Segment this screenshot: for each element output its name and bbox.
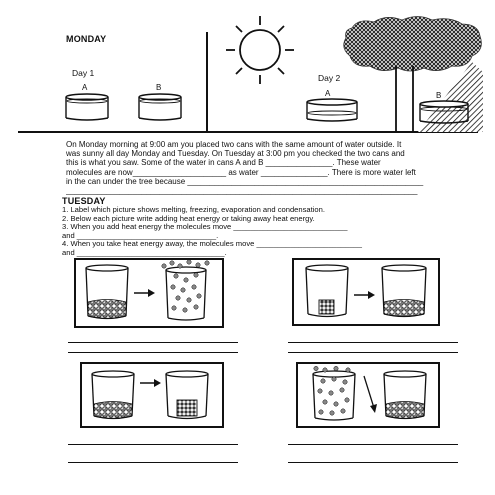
paragraph-line: _______________________________________________________________________________ [66, 186, 418, 196]
arrow-right-icon [134, 288, 156, 298]
paragraph-line: On Monday morning at 9:00 am you placed two cans with the same amount of water outside. It [66, 140, 402, 149]
day1-label: Day 1 [72, 68, 95, 78]
beaker-solid-icon [164, 370, 210, 422]
paragraph-line: was sunny all day Monday and Tuesday. On Tuesday at 3:00 pm you checked the two cans and [66, 149, 405, 159]
picture-box-3 [80, 362, 224, 428]
answer-line [288, 444, 458, 445]
answer-line [288, 342, 458, 343]
answer-line [288, 462, 458, 463]
arrow-right-icon [140, 378, 162, 388]
beaker-liquid-icon [90, 370, 136, 422]
monday-paragraph [66, 140, 476, 195]
tuesday-heading: TUESDAY [62, 196, 106, 206]
can-b-day2 [418, 100, 470, 124]
can-label-b-day2: B [436, 91, 442, 100]
paragraph-line: in the can under the tree because _____________________________________________________ [66, 176, 424, 186]
can-label-a-day1: A [82, 83, 88, 92]
question-2: 2. Below each picture write adding heat energy or taking away heat energy. [62, 213, 315, 223]
beaker-liquid-icon [380, 264, 428, 320]
beaker-gas-icon [158, 260, 214, 322]
arrow-right-icon [362, 374, 378, 414]
can-label-a-day2: A [325, 89, 331, 98]
vertical-divider [206, 32, 208, 132]
answer-line [288, 352, 458, 353]
answer-line [68, 352, 238, 353]
beaker-liquid-icon [382, 370, 428, 422]
answer-line [68, 462, 238, 463]
answer-line [68, 444, 238, 445]
beaker-gas-icon [306, 366, 362, 422]
beaker-solid-icon [304, 264, 350, 320]
arrow-right-icon [354, 290, 376, 300]
can-a-day1 [64, 93, 110, 121]
tuesday-questions [62, 206, 482, 258]
answer-line [68, 342, 238, 343]
picture-box-2 [292, 258, 440, 326]
picture-box-4 [296, 362, 440, 428]
can-b-day1 [137, 93, 183, 121]
beaker-liquid-icon [84, 264, 130, 322]
paragraph-line: molecules are now_____________________ as water _______________. There is more water left [66, 167, 416, 177]
paragraph-line: this is what you saw. Some of the water in cans A and B _______________. These water [66, 158, 381, 168]
picture-box-1 [74, 258, 224, 328]
question-4: 4. When you take heat energy away, the molecules move _________________________ [62, 239, 363, 249]
question-3: 3. When you add heat energy the molecules move ___________________________ [62, 222, 348, 232]
can-a-day2 [305, 98, 359, 122]
question-3-continued: and _________________________________. [62, 230, 219, 240]
can-label-b-day1: B [156, 83, 162, 92]
sun-icon [222, 14, 298, 86]
day2-label: Day 2 [318, 73, 341, 83]
question-1: 1. Label which picture shows melting, freezing, evaporation and condensation. [62, 206, 325, 214]
monday-heading: MONDAY [66, 34, 107, 44]
question-4-continued: and ___________________________________. [62, 247, 227, 257]
